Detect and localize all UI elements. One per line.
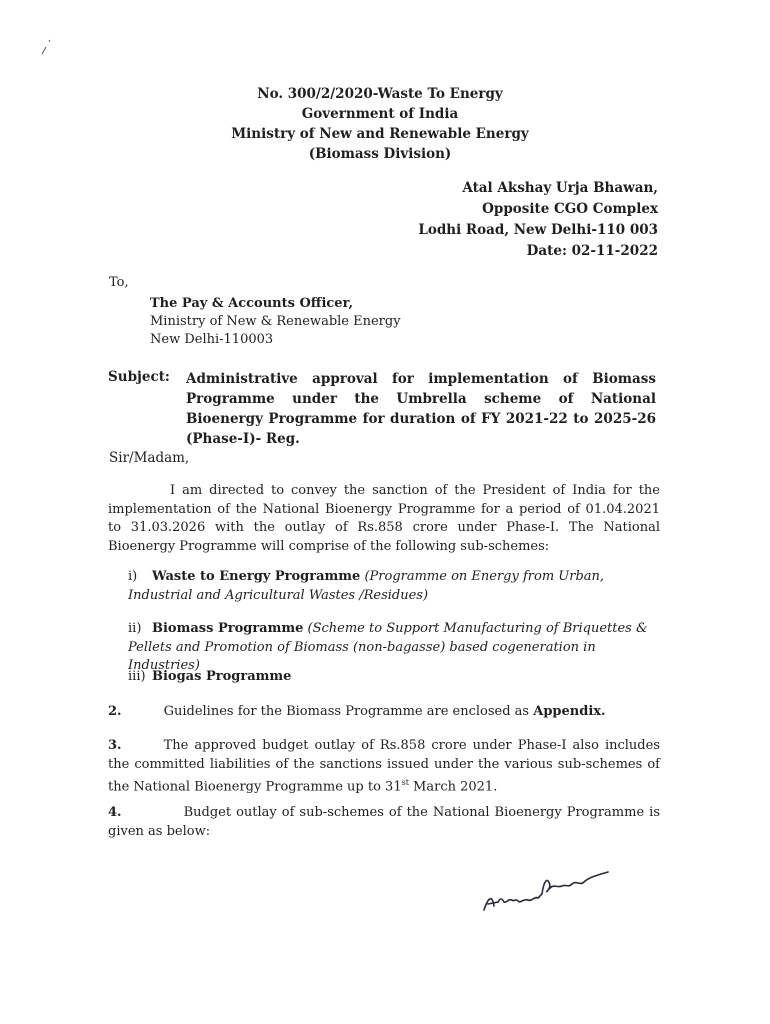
superscript: st — [401, 778, 409, 787]
paragraph-number: 2. — [108, 704, 122, 719]
paragraph-2 — [108, 703, 660, 722]
subject-label: Subject: — [108, 369, 170, 385]
recipient-line-3: New Delhi-110003 — [150, 332, 274, 347]
to-label: To, — [109, 275, 129, 290]
recipient-address — [150, 295, 401, 349]
reference-number: No. 300/2/2020-Waste To Energy — [257, 86, 503, 102]
letter-header — [180, 84, 580, 164]
paragraph-4 — [108, 804, 660, 841]
paragraph-1-text: I am directed to convey the sanction of the President of India for the implementation of the National Bioenergy Programme for a period of 01.04.2021 to 31.03.2026 with the outlay of Rs.858 crore under Phase-I. The National Bioenergy Programme will comprise of the following sub-schemes: — [108, 483, 660, 554]
list-marker: i) — [128, 569, 138, 584]
address-line-1: Atal Akshay Urja Bhawan, — [462, 180, 658, 196]
government-line: Government of India — [301, 106, 459, 122]
sub-scheme-title: Biomass Programme — [152, 621, 304, 636]
paragraph-3-text: The approved budget outlay of Rs.858 crore under Phase-I also includes the committed liabilities of the sanctions issued under the various sub-schemes of the National Bioenergy Programme up to 31 — [108, 738, 660, 795]
list-marker: ii) — [128, 621, 142, 636]
appendix-reference: Appendix. — [533, 704, 606, 719]
salutation: Sir/Madam, — [109, 450, 190, 466]
paragraph-number: 4. — [108, 805, 122, 820]
paragraph-1 — [108, 482, 660, 556]
sub-scheme-title: Biogas Programme — [152, 669, 292, 684]
paragraph-4-text: Budget outlay of sub-schemes of the National Bioenergy Programme is given as below: — [108, 805, 660, 839]
division-line: (Biomass Division) — [308, 146, 452, 162]
recipient-name: The Pay & Accounts Officer, — [150, 296, 354, 311]
paragraph-3-tail: March 2021. — [408, 779, 498, 795]
signature-stroke — [484, 872, 608, 910]
ministry-line: Ministry of New and Renewable Energy — [231, 126, 529, 142]
paragraph-3 — [108, 737, 660, 797]
address-line-3: Lodhi Road, New Delhi-110 003 — [418, 222, 658, 238]
recipient-line-2: Ministry of New & Renewable Energy — [150, 314, 401, 329]
sub-scheme-description: (Programme on Energy from Urban, Industrial and Agricultural Wastes /Residues) — [128, 569, 605, 603]
paragraph-number: 3. — [108, 738, 122, 753]
sub-scheme-description: (Scheme to Support Manufacturing of Briquettes & Pellets and Promotion of Biomass (non-bagasse) based cogeneration in Industries) — [128, 621, 648, 673]
scan-mark-icon — [40, 38, 54, 56]
letter-date: Date: 02-11-2022 — [526, 243, 658, 259]
list-marker: iii) — [128, 669, 146, 684]
paragraph-2-text: Guidelines for the Biomass Programme are enclosed as — [163, 704, 530, 719]
sub-scheme-item — [128, 568, 660, 605]
sub-scheme-title: Waste to Energy Programme — [152, 569, 361, 584]
subject-text: Administrative approval for implementation of Biomass Programme under the Umbrella scheme of National Bioenergy Programme for duration of FY 2021-22 to 2025-26 (Phase-I)- Reg. — [186, 371, 656, 447]
address-line-2: Opposite CGO Complex — [482, 201, 658, 217]
sender-address — [380, 178, 658, 262]
sub-scheme-item — [128, 668, 660, 687]
signature — [478, 858, 618, 918]
